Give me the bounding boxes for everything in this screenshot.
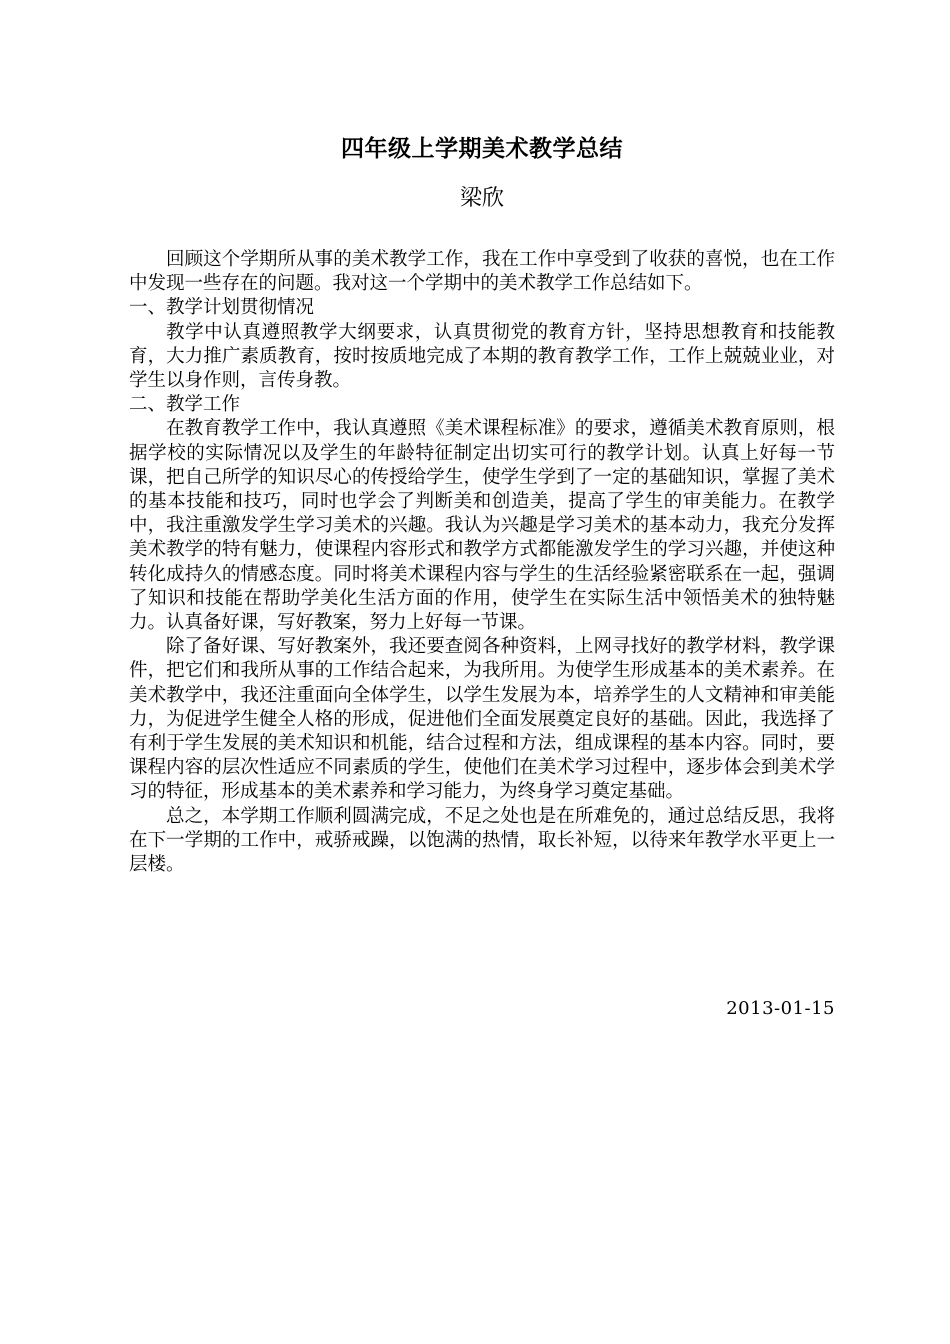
section-heading-teaching: 二、教学工作 [129,394,241,416]
document-body [129,248,835,877]
intro-paragraph: 回顾这个学期所从事的美术教学工作，我在工作中享受到了收获的喜悦，也在工作中发现一些存在的问题。我对这一个学期中的美术教学工作总结如下。 [129,249,835,295]
section-paragraph-plan: 教学中认真遵照教学大纲要求，认真贯彻党的教育方针，坚持思想教育和技能教育，大力推广素质教育，按时按质地完成了本期的教育教学工作，工作上兢兢业业，对学生以身作则，言传身教。 [129,321,835,392]
document-date: 2013-01-15 [726,998,835,1019]
section-paragraph-teaching-1: 在教育教学工作中，我认真遵照《美术课程标准》的要求，遵循美术教育原则，根据学校的实际情况以及学生的年龄特征制定出切实可行的教学计划。认真上好每一节课，把自己所学的知识尽心的传授给学生，使学生学到了一定的基础知识，掌握了美术的基本技能和技巧，同时也学会了判断美和创造美，提高了学生的审美能力。在教学中，我注重激发学生学习美术的兴趣。我认为兴趣是学习美术的基本动力，我充分发挥美术教学的特有魅力，使课程内容形式和教学方式都能激发学生的学习兴趣，并使这种转化成持久的情感态度。同时将美术课程内容与学生的生活经验紧密联系在一起，强调了知识和技能在帮助学美化生活方面的作用，使学生在实际生活中领悟美术的独特魅力。认真备好课，写好教案，努力上好每一节课。 [129,418,835,634]
document-title: 四年级上学期美术教学总结 [341,136,623,162]
document-author: 梁欣 [459,186,504,211]
section-heading-plan: 一、教学计划贯彻情况 [129,297,315,319]
section-paragraph-teaching-2: 除了备好课、写好教案外，我还要查阅各种资料，上网寻找好的教学材料，教学课件，把它们和我所从事的工作结合起来，为我所用。为使学生形成基本的美术素养。在美术教学中，我还注重面向全体学生，以学生发展为本，培养学生的人文精神和审美能力，为促进学生健全人格的形成，促进他们全面发展奠定良好的基础。因此，我选择了有利于学生发展的美术知识和机能，结合过程和方法，组成课程的基本内容。同时，要课程内容的层次性适应不同素质的学生，使他们在美术学习过程中，逐步体会到美术学习的特征，形成基本的美术素养和学习能力，为终身学习奠定基础。 [129,636,835,803]
conclusion-paragraph: 总之，本学期工作顺利圆满完成，不足之处也是在所难免的，通过总结反思，我将在下一学期的工作中，戒骄戒躁，以饱满的热情，取长补短，以待来年教学水平更上一层楼。 [129,805,835,876]
